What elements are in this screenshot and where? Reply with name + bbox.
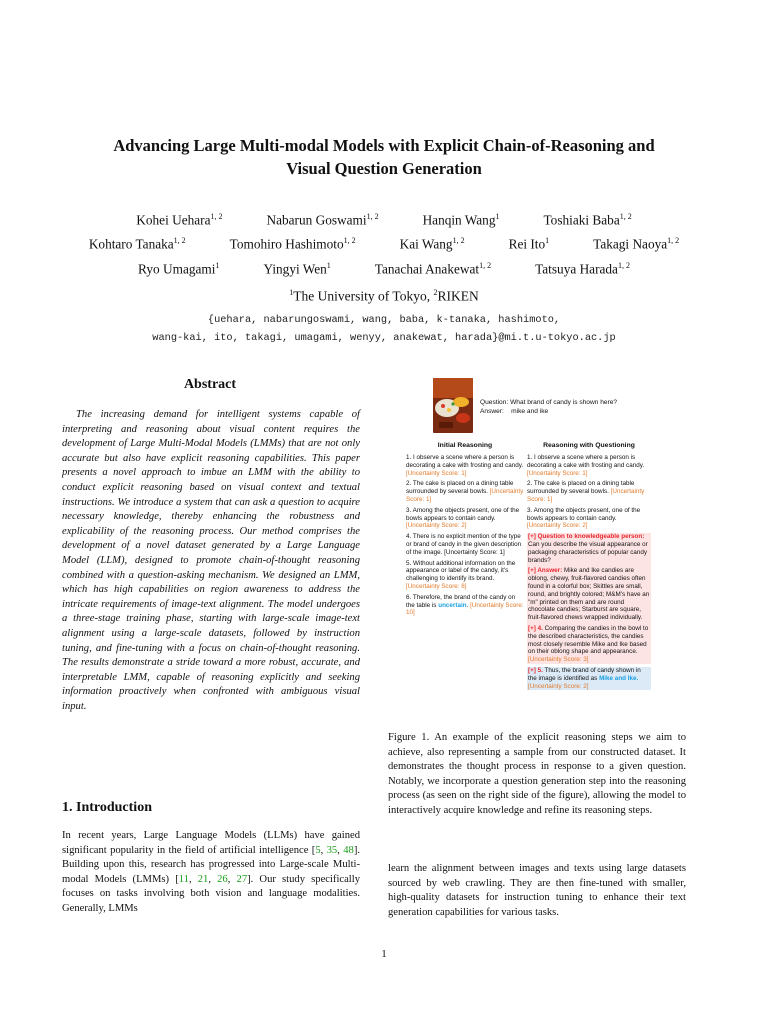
- author-name: Takagi Naoya$^{1, 2}$: [593, 236, 680, 252]
- figure-final-step-box: [+] 5. Thus, the brand of candy shown in the image is identified as Mike and Ike. [Uncertainty Score: 2]: [527, 667, 651, 690]
- reasoning-step: 3. Among the objects present, one of the bowls appears to contain candy. [Uncertainty Score: 2]: [406, 506, 520, 530]
- figure-question-answer: Question: What brand of candy is shown here? Answer: mike and ike: [480, 399, 618, 415]
- page-number: 1: [381, 948, 387, 960]
- author-name: Yingyi Wen$^1$: [263, 260, 331, 277]
- paper-title: [0, 134, 768, 180]
- author-list: [0, 206, 768, 279]
- citation-link[interactable]: 48: [343, 844, 354, 856]
- author-name: Kohei Uehara$^{1, 2}$: [136, 212, 223, 228]
- author-name: Tatsuya Harada$^{1, 2}$: [535, 260, 630, 277]
- reasoning-step: 3. Among the objects present, one of the bowls appears to contain candy. [Uncertainty Score: 2]: [527, 506, 641, 530]
- reasoning-step: 4. There is no explicit mention of the type or brand of candy in the given description of the image. [Uncertainty Score: 1]: [406, 533, 522, 556]
- figure-reasoning-with-questioning: [527, 454, 651, 693]
- citation-link[interactable]: 26: [217, 873, 228, 885]
- intro-paragraph: In recent years, Large Language Models (LLMs) have gained significant popularity in the field of artificial intelligence [5, 35, 48]. Building upon this, research has progressed into Large-scale Multi-modal Models (LMMs) [11, 21, 26, 27]. Our study specifically focuses on tasks involving both vision and language modalities. Generally, LMMs: [62, 830, 360, 914]
- figure-caption: Figure 1. An example of the explicit reasoning steps we aim to achieve, also representing a sample from our constructed dataset. It demonstrates the thought process in response to a given question. Notably, we incorporate a question generation step into the reasoning process (as seen on the right side of the figure), allowing the model to interactively acquire knowledge and refine its reasoning steps.: [388, 732, 686, 816]
- citation-link[interactable]: 35: [326, 844, 338, 856]
- author-row: [0, 230, 768, 254]
- intro-heading: 1. Introduction: [62, 800, 152, 815]
- paper-title-line2: Visual Question Generation: [286, 159, 482, 178]
- figure-left-title: Initial Reasoning: [437, 442, 493, 449]
- affiliation: $^1$The University of Tokyo, $^2$RIKEN: [289, 288, 479, 304]
- citation-link[interactable]: 11: [178, 873, 189, 885]
- author-name: Tomohiro Hashimoto$^{1, 2}$: [229, 236, 356, 252]
- reasoning-step: 2. The cake is placed on a dining table surrounded by several bowls. [Uncertainty Score: 1]: [527, 480, 645, 503]
- abstract-text: The increasing demand for intelligent systems capable of interpreting and reasoning about visual content requires the development of Large Multi-Modal Models (LMMs) that are not only accurate but also have explicit reasoning capabilities. This paper presents a novel approach to imbue an LMM with the ability to conduct explicit reasoning based on visual context and textual instructions. We introduce a system that can ask a question to acquire necessary knowledge, thereby enhancing the robustness and explicability of the reasoning process. Our method comprises the development of a novel dataset generated by a Large Language Model (LLM), designed to promote chain-of-thought reasoning combined with a question-asking mechanism. We designed an LMM, which has high capabilities on region awareness to address the intricate requirements of image-text alignment. The model undergoes a three-stage training phase, starting with large-scale image-text alignment using a large-scale datasets, followed by instruction tuning, and fine-tuning with a focus on chain-of-thought reasoning. The results demonstrate a stride toward a more robust, accurate, and interpretable LMM, capable of reasoning explicitly and seeking information proactively when confronted with ambiguous visual input.: [62, 409, 360, 712]
- reasoning-step: 1. I observe a scene where a person is decorating a cake with frosting and candy. [Uncertainty Score: 1]: [406, 454, 524, 477]
- figure-photo-cake: [433, 378, 473, 433]
- author-name: Kai Wang$^{1, 2}$: [399, 236, 465, 252]
- author-name: Rei Ito$^1$: [508, 236, 550, 252]
- author-name: Ryo Umagami$^1$: [138, 260, 220, 277]
- author-name: Tanachai Anakewat$^{1, 2}$: [374, 260, 492, 277]
- author-emails: {uehara, nabarungoswami, wang, baba, k-tanaka, hashimoto, wang-kai, ito, takagi, umagami, wenyy, anakewat, harada}@mi.t.u-tokyo.ac.jp: [152, 314, 616, 344]
- citation-link[interactable]: 21: [197, 873, 209, 885]
- paper-title-line1: Advancing Large Multi-modal Models with Explicit Chain-of-Reasoning and: [113, 136, 655, 155]
- citation-link[interactable]: 5: [315, 844, 321, 856]
- citation-link[interactable]: 27: [236, 873, 248, 885]
- reasoning-step: 2. The cake is placed on a dining table surrounded by several bowls. [Uncertainty Score: 1]: [406, 480, 524, 503]
- figure-initial-reasoning: [406, 454, 524, 620]
- author-name: Hanqin Wang$^1$: [422, 212, 500, 228]
- reasoning-step: 6. Therefore, the brand of the candy on the table is uncertain. [Uncertainty Score: 10]: [406, 593, 524, 617]
- author-row: [0, 206, 768, 230]
- author-row: [0, 255, 768, 279]
- figure-right-title: Reasoning with Questioning: [543, 442, 635, 449]
- intro-paragraph-continued: learn the alignment between images and texts using large datasets sourced by web crawling. They are then fine-tuned with smaller, high-quality datasets for instruction tuning to enhance their text generation capabilities for various tasks.: [388, 863, 686, 918]
- author-name: Toshiaki Baba$^{1, 2}$: [543, 212, 632, 228]
- reasoning-step: 5. Without additional information on the appearance or label of the candy, it's challenging to identify its brand. [Uncertainty Score: 8]: [406, 559, 516, 590]
- figure-question-box: [+] Question to knowledgeable person: Can you describe the visual appearance or packaging characteristics of popular candy brands? [+] Answer: Mike and Ike candies are oblong, chewy, fruit-flavored candies often found in a colorful box; Skittles are small, round, and brightly colored; M&M's have an "m" printed on them and are round chocolate candies; Starburst are square, fruit-flavored chews wrapped individually. [+] 4. Comparing the candies in the bowl to the described characteristics, the candies most closely resemble Mike and Ike based on their oblong shape and appearance. [Uncertainty Score: 3]: [528, 533, 650, 664]
- reasoning-step: 1. I observe a scene where a person is decorating a cake with frosting and candy. [Uncertainty Score: 1]: [527, 454, 645, 477]
- author-name: Nabarun Goswami$^{1, 2}$: [266, 212, 379, 228]
- author-name: Kohtaro Tanaka$^{1, 2}$: [88, 236, 186, 252]
- abstract-heading: Abstract: [183, 377, 237, 392]
